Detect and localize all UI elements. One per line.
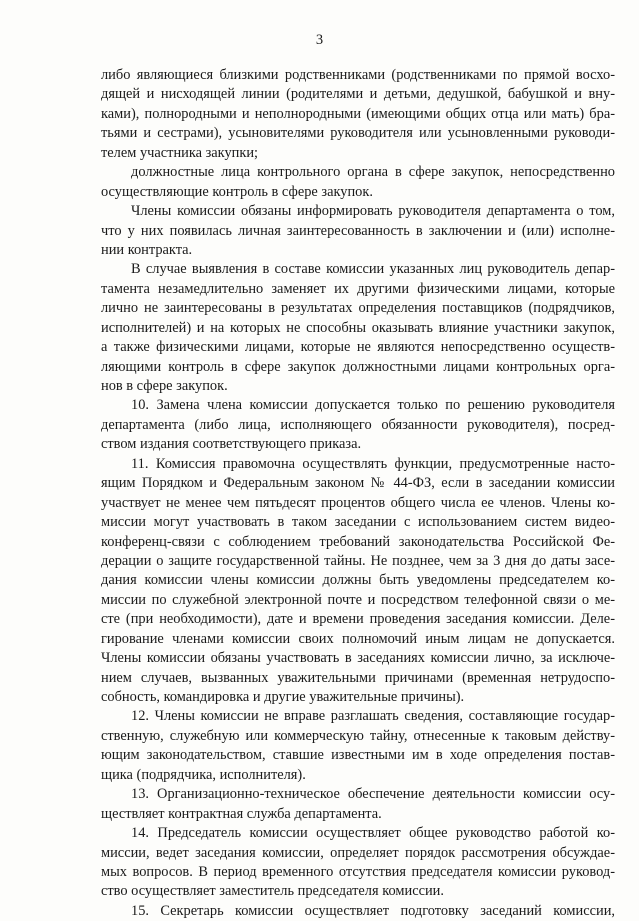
text-line: нием случаев, вызванных уважительными причинами (временная нетрудоспо-: [101, 669, 615, 686]
text-line: департамента (либо лица, исполняющего обязанности руководителя), посред-: [101, 416, 615, 433]
text-line: а также физическими лицами, которые не являются непосредственно осуществ-: [101, 339, 615, 356]
text-line: собность, командировка и другие уважительные причины).: [101, 689, 465, 705]
document-body: [101, 66, 615, 921]
text-line: ством издания соответствующего приказа.: [101, 436, 362, 453]
text-line: ществляет контрактная служба департамента.: [101, 805, 382, 822]
text-line: мых вопросов. В период временного отсутствия председателя комиссии руковод-: [101, 863, 615, 880]
text-line: гирование членами комиссии своих полномочий иным лицам не допускается.: [101, 630, 615, 647]
page-number: 3: [315, 32, 324, 48]
text-line: ственную, служебную или коммерческую тайну, отнесенные к таковым действу-: [101, 727, 615, 744]
text-line: должностные лица контрольного органа в сфере закупок, непосредственно: [131, 164, 615, 181]
text-line: 11. Комиссия правомочна осуществлять функции, предусмотренные насто-: [131, 455, 615, 472]
text-line: лично не заинтересованы в результатах определения поставщиков (подрядчиков,: [101, 300, 615, 317]
text-line: ящим Порядком и Федеральным законом № 44-ФЗ, если в заседании комиссии: [101, 475, 615, 492]
text-line: миссии могут участвовать в таком заседании с использованием систем видео-: [101, 514, 615, 531]
text-line: дерации о защите государственной тайны. Не позднее, чем за 3 дня до даты засе-: [101, 552, 615, 569]
text-line: щика (подрядчика, исполнителя).: [101, 766, 306, 783]
text-line: Члены комиссии обязаны информировать руководителя департамента о том,: [131, 203, 615, 220]
text-line: 14. Председатель комиссии осуществляет общее руководство работой ко-: [131, 825, 615, 842]
text-line: нии контракта.: [101, 241, 193, 258]
text-line: тамента незамедлительно заменяет их другими физическими лицами, которые: [101, 280, 615, 297]
text-line: ство осуществляет заместитель председателя комиссии.: [101, 883, 444, 900]
text-line: ющим законодательством, ставшие известными им в ходе определения постав-: [101, 747, 615, 764]
text-line: либо являющиеся близкими родственниками (родственниками по прямой восхо-: [101, 67, 615, 83]
text-line: ляющими контроль в сфере закупок должностными лицами контрольных орга-: [101, 358, 615, 375]
text-line: 13. Организационно-техническое обеспечение деятельности комиссии осу-: [131, 786, 615, 803]
text-line: 15. Секретарь комиссии осуществляет подготовку заседаний комиссии,: [131, 902, 615, 919]
text-line: дящей и нисходящей линии (родителями и детьми, дедушкой, бабушкой и вну-: [101, 86, 615, 103]
text-line: что у них появилась личная заинтересованность в заключении и (или) исполне-: [101, 222, 615, 239]
text-line: 10. Замена члена комиссии допускается только по решению руководителя: [131, 397, 615, 414]
text-line: участвует не менее чем пятьдесят процентов общего числа ее членов. Члены ко-: [101, 494, 615, 511]
text-line: конференц-связи с соблюдением требований законодательства Российской Фе-: [101, 533, 615, 550]
text-line: тьями и сестрами), усыновителями руководителя или усыновленными руководи-: [101, 125, 615, 142]
text-line: миссии по служебной электронной почте и посредством телефонной связи о ме-: [101, 591, 615, 608]
text-line: Члены комиссии обязаны участвовать в заседаниях комиссии лично, за исключе-: [101, 650, 615, 667]
text-line: В случае выявления в составе комиссии указанных лиц руководитель депар-: [131, 261, 615, 278]
text-line: осуществляющие контроль в сфере закупок.: [101, 183, 373, 200]
text-line: 12. Члены комиссии не вправе разглашать сведения, составляющие государ-: [131, 708, 615, 725]
text-line: нов в сфере закупок.: [101, 378, 228, 394]
text-line: исполнителей) и на которых не способны оказывать влияние участники закупок,: [101, 319, 615, 336]
text-line: дания комиссии члены комиссии должны быть уведомлены председателем ко-: [101, 572, 615, 589]
text-line: сте (при необходимости), дате и времени проведения заседания комиссии. Деле-: [101, 611, 615, 628]
text-line: ками), полнородными и неполнородными (имеющими общих отца или мать) бра-: [101, 105, 615, 122]
text-line: миссии, ведет заседания комиссии, определяет порядок рассмотрения обсуждае-: [101, 844, 615, 861]
text-line: телем участника закупки;: [101, 144, 259, 161]
